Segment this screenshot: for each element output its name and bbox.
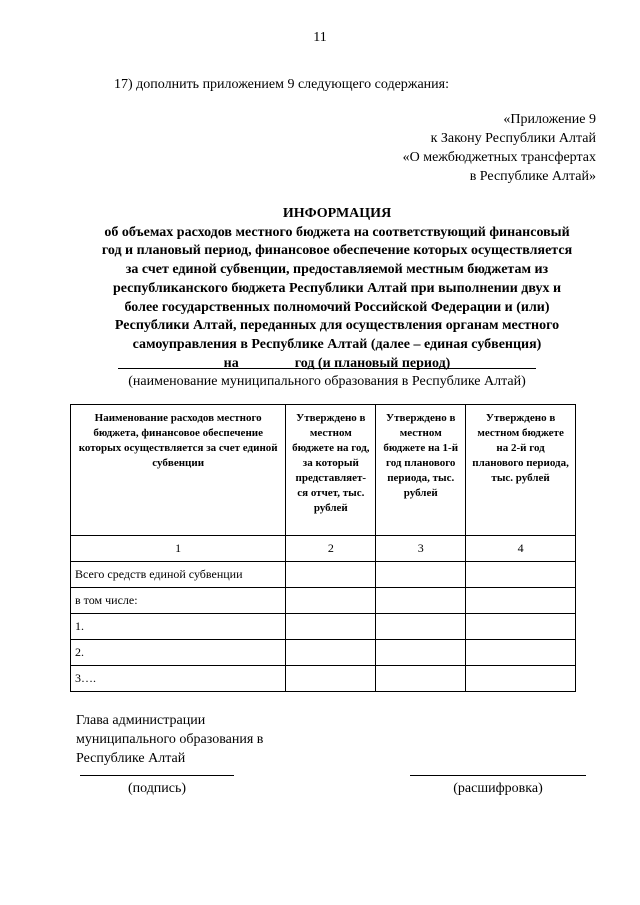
appendix-line: «Приложение 9	[503, 112, 596, 127]
signatory-title-line: Глава администрации	[76, 713, 206, 728]
signature-blank-line	[80, 775, 234, 776]
appendix-reference	[403, 110, 596, 186]
heading-line: об объемах расходов местного бюджета на соответствующий финансовый	[104, 224, 570, 240]
heading-title: ИНФОРМАЦИЯ	[282, 206, 392, 221]
table-row	[71, 588, 576, 614]
row-label: в том числе:	[71, 588, 286, 614]
column-number: 2	[286, 536, 376, 562]
table-cell	[466, 614, 576, 640]
row-label: 2.	[71, 640, 286, 666]
heading-line: год и плановый период, финансовое обеспечение которых осуществляется	[101, 243, 573, 259]
table-cell	[376, 640, 466, 666]
municipality-blank-line	[118, 368, 536, 369]
appendix-line: «О межбюджетных трансфертах	[402, 150, 596, 165]
heading-line: республиканского бюджета Республики Алтай при выполнении двух и	[112, 280, 562, 296]
municipality-caption: (наименование муниципального образования в Республике Алтай)	[128, 374, 526, 389]
signature-caption: (подпись)	[127, 781, 187, 796]
name-caption: (расшифровка)	[453, 781, 543, 796]
signatory-title-line: Республике Алтай	[76, 751, 186, 766]
table-cell	[286, 614, 376, 640]
column-number: 4	[466, 536, 576, 562]
signature-field	[80, 775, 234, 797]
table-header-row	[71, 405, 576, 536]
signatory-title-line: муниципального образования в	[76, 732, 264, 747]
name-blank-line	[410, 775, 586, 776]
table-cell	[466, 562, 576, 588]
table-header-cell: Утверждено в местном бюджете на год, за который представляет-ся отчет, тыс. рублей	[286, 405, 376, 536]
heading-line: более государственных полномочий Российской Федерации и (или)	[124, 299, 550, 315]
table-header-cell: Утверждено в местном бюджете на 2-й год планового периода, тыс. рублей	[466, 405, 576, 536]
heading-line: Республики Алтай, переданных для осуществления органам местного	[114, 318, 560, 334]
signatory-title	[76, 711, 263, 768]
column-number: 1	[71, 536, 286, 562]
column-number-row	[71, 536, 576, 562]
table-cell	[286, 666, 376, 692]
heading-line: самоуправления в Республике Алтай (далее – единая субвенция)	[132, 336, 542, 352]
table-cell	[286, 562, 376, 588]
table-cell	[376, 666, 466, 692]
table-row	[71, 666, 576, 692]
appendix-line: к Закону Республики Алтай	[430, 131, 596, 146]
municipality-field	[118, 368, 536, 390]
document-heading	[40, 205, 634, 373]
expenses-table	[70, 404, 576, 692]
row-label: Всего средств единой субвенции	[71, 562, 286, 588]
table-cell	[466, 640, 576, 666]
table-row	[71, 640, 576, 666]
table-row	[71, 562, 576, 588]
row-label: 1.	[71, 614, 286, 640]
row-label: 3….	[71, 666, 286, 692]
amendment-intro: 17) дополнить приложением 9 следующего содержания:	[114, 77, 449, 92]
heading-line: на _______ год (и плановый период)	[223, 355, 451, 371]
table-cell	[376, 562, 466, 588]
signature-name-field	[410, 775, 586, 797]
column-number: 3	[376, 536, 466, 562]
page-number: 11	[313, 30, 327, 45]
table-cell	[466, 588, 576, 614]
table-cell	[466, 666, 576, 692]
table-row	[71, 614, 576, 640]
table-cell	[376, 614, 466, 640]
heading-line: за счет единой субвенции, предоставляемой местным бюджетам из	[125, 262, 549, 278]
table-header-cell: Наименование расходов местного бюджета, финансовое обеспечение которых осуществляется за счет единой субвенции	[71, 405, 286, 536]
table-cell	[286, 588, 376, 614]
table-header-cell: Утверждено в местном бюджете на 1-й год планового периода, тыс. рублей	[376, 405, 466, 536]
table-cell	[376, 588, 466, 614]
table-cell	[286, 640, 376, 666]
appendix-line: в Республике Алтай»	[469, 169, 596, 184]
